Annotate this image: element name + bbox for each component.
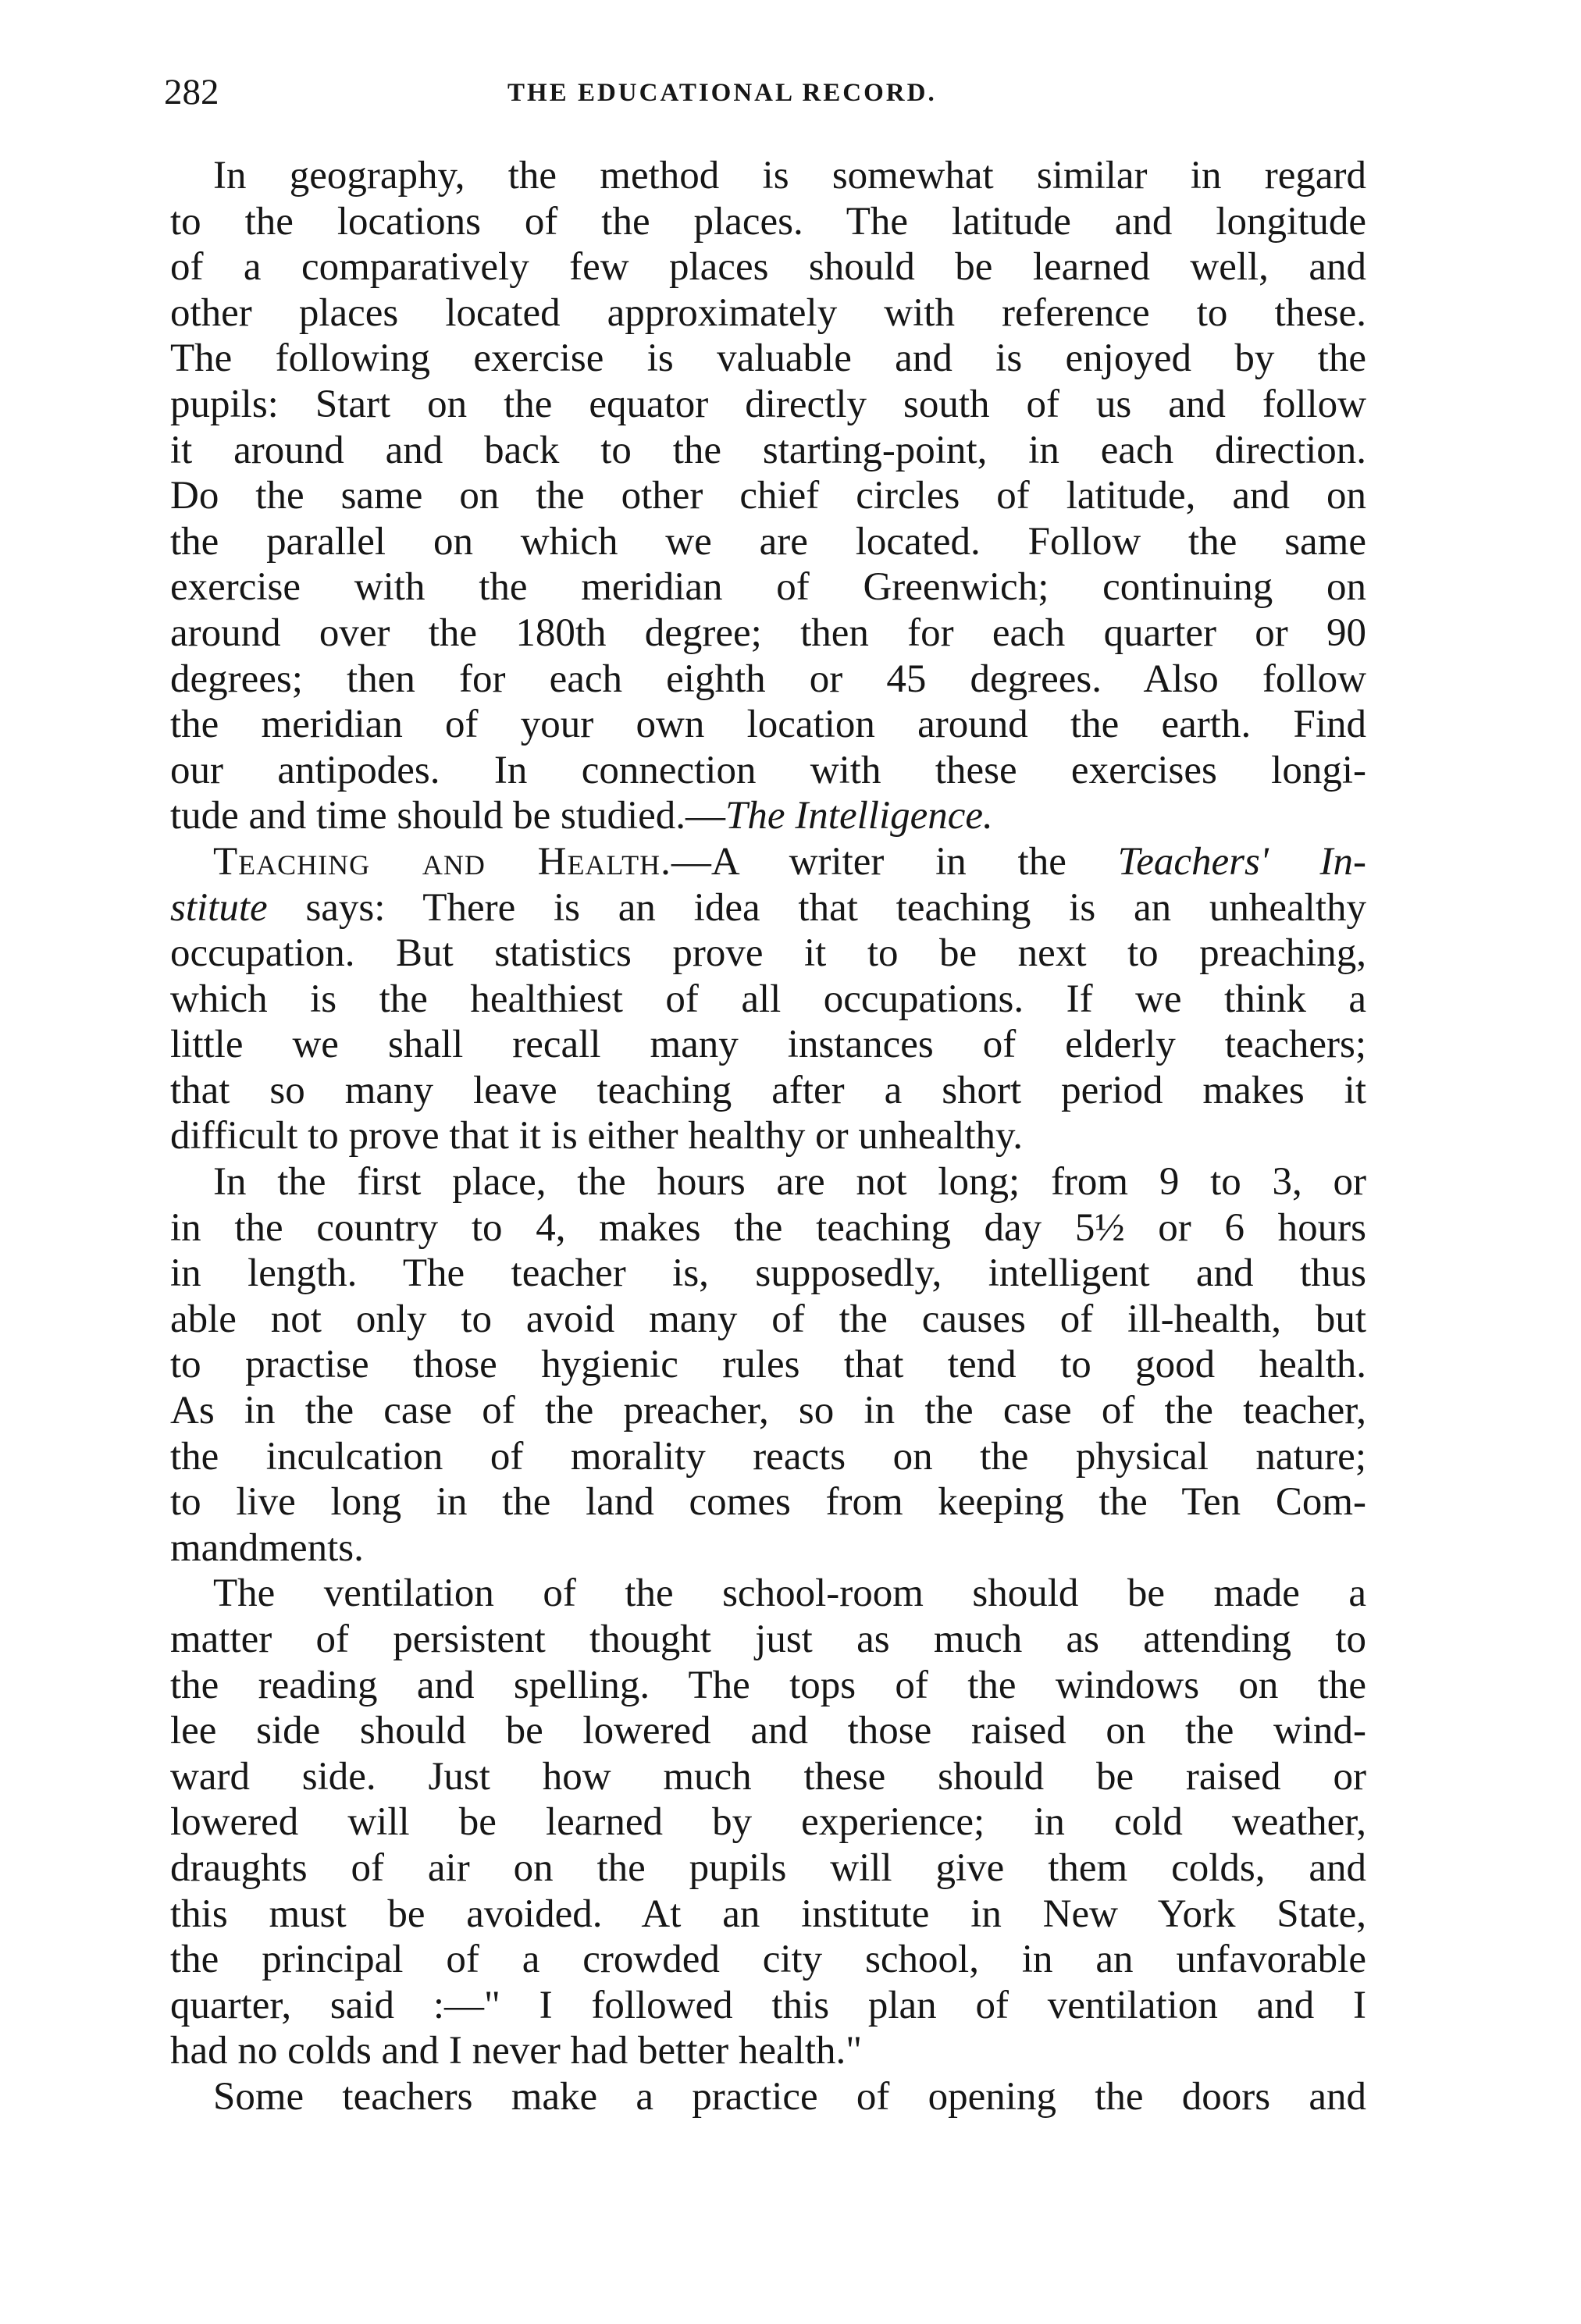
text-line: of a comparatively few places should be learned well, and: [170, 245, 1366, 290]
text-line: The following exercise is valuable and is enjoyed by the: [170, 336, 1366, 381]
text-line: other places located approximately with reference to these.: [170, 290, 1366, 335]
text-line: difficult to prove that it is either healthy or unhealthy.: [170, 1114, 1023, 1158]
text-line: to live long in the land comes from keeping the Ten Com-: [170, 1480, 1366, 1525]
text-line: As in the case of the preacher, so in the case of the teacher,: [170, 1389, 1366, 1433]
text-line: the meridian of your own location around the earth. Find: [170, 703, 1366, 747]
text-line: which is the healthiest of all occupations. If we think a: [170, 977, 1366, 1021]
section-heading: Teaching and Health.: [213, 839, 671, 884]
text-line: exercise with the meridian of Greenwich; continuing on: [170, 565, 1366, 610]
text-line: quarter, said :—" I followed this plan of ventilation and I: [170, 1983, 1366, 2027]
text-line: had no colds and I never had better health.": [170, 2029, 863, 2073]
running-title: THE EDUCATIONAL RECORD.: [507, 79, 937, 107]
text-line: [170, 839, 1366, 885]
text-run: says: There is an idea that teaching is an unhealthy: [267, 885, 1366, 930]
text-line: Do the same on the other chief circles of latitude, and on: [170, 474, 1366, 518]
text-line: [170, 793, 1366, 839]
text-line: draughts of air on the pupils will give them colds, and: [170, 1845, 1366, 1890]
text-line: In geography, the method is somewhat similar in regard: [213, 154, 1366, 198]
text-line: degrees; then for each eighth or 45 degrees. Also follow: [170, 657, 1366, 701]
text-line: able not only to avoid many of the causes of ill-health, but: [170, 1297, 1366, 1341]
text-line: to practise those hygienic rules that tend to good health.: [170, 1343, 1366, 1387]
body-text: [170, 153, 1366, 2120]
text-line: in length. The teacher is, supposedly, intelligent and thus: [170, 1251, 1366, 1296]
page-header: [164, 69, 1382, 123]
page-number: 282: [164, 72, 219, 112]
text-line: the parallel on which we are located. Follow the same: [170, 519, 1366, 564]
paragraph-hours: [170, 1159, 1366, 1571]
text-line: lowered will be learned by experience; in cold weather,: [170, 1800, 1366, 1845]
text-line: Some teachers make a practice of opening the doors and: [213, 2074, 1366, 2119]
text-line: in the country to 4, makes the teaching day 5½ or 6 hours: [170, 1205, 1366, 1250]
text-line: pupils: Start on the equator directly south of us and follow: [170, 382, 1366, 426]
source-citation: The Intelligence.: [725, 794, 993, 838]
paragraph-geography: [170, 153, 1366, 839]
text-line: little we shall recall many instances of elderly teachers;: [170, 1023, 1366, 1067]
publication-title: stitute: [170, 885, 268, 930]
text-line: that so many leave teaching after a short period makes it: [170, 1068, 1366, 1112]
text-run: —A writer in the: [671, 839, 1118, 884]
text-line: matter of persistent thought just as much as attending to: [170, 1618, 1366, 1661]
text-line: mandments.: [170, 1525, 364, 1570]
publication-title: Teachers' In-: [1117, 839, 1366, 884]
text-line: around over the 180th degree; then for each quarter or 90: [170, 610, 1366, 655]
text-line: the reading and spelling. The tops of the windows on the: [170, 1663, 1366, 1707]
text-line: this must be avoided. At an institute in New York State,: [170, 1892, 1366, 1936]
paragraph-ventilation: [170, 1571, 1366, 2074]
text-line: occupation. But statistics prove it to be next to preaching,: [170, 931, 1366, 976]
text-line: The ventilation of the school-room should be made a: [213, 1571, 1366, 1616]
text-line: to the locations of the places. The latitude and longitude: [170, 199, 1366, 244]
text-line: it around and back to the starting-point, in each direction.: [170, 428, 1366, 472]
text-line: the principal of a crowded city school, in an unfavorable: [170, 1938, 1366, 1982]
text-line: lee side should be lowered and those raised on the wind-: [170, 1709, 1366, 1753]
text-line: In the first place, the hours are not long; from 9 to 3, or: [213, 1160, 1366, 1205]
text-run: tude and time should be studied.—: [170, 794, 726, 838]
text-line: our antipodes. In connection with these exercises longi-: [170, 748, 1366, 792]
text-line: the inculcation of morality reacts on the physical nature;: [170, 1434, 1366, 1479]
paragraph-teaching-and-health: [170, 839, 1366, 1159]
paragraph-doors: [170, 2074, 1366, 2120]
text-line: [170, 885, 1366, 931]
text-line: ward side. Just how much these should be raised or: [170, 1754, 1366, 1799]
